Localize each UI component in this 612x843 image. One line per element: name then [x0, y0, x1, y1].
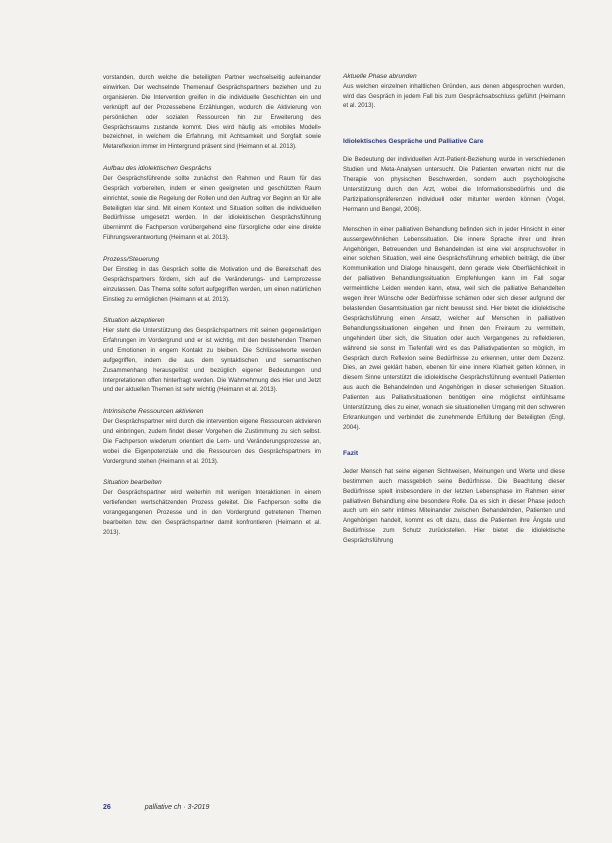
section-heading: Situation bearbeiten: [103, 479, 162, 487]
section-prozess: [103, 255, 321, 304]
section-heading: Prozess/Steuerung: [103, 256, 160, 264]
intro-block: [103, 73, 321, 152]
section-heading: Aufbau des idiolektischen Gesprächs: [103, 165, 212, 173]
section-paragraph: Der Gesprächspartner wird durch die intervention eigene Ressourcen aktivieren und einbringen, zudem findet dieser Vorgehen die Zustimmung zu sich selbst. Die Fachperson wiederum orientiert die Lern- und Veränderungsprozesse an, wobei die Eigenpotenziale und die Ressourcen des Gesprächspartners im Vordergrund stehen (Heimann et al. 2013).: [103, 417, 321, 465]
section-aufbau: [103, 164, 321, 243]
section-situation-bearbeiten: [103, 478, 321, 537]
section-title: Fazit: [343, 449, 359, 457]
journal-name: palliative ch · 3-2019: [144, 804, 210, 811]
section-paragraph: Jeder Mensch hat seine eigenen Sichtweisen, Meinungen und Werte und diese bestimmen auch massgeblich seine Bedürfnisse. Die Beachtung dieser Bedürfnisse spielt insbesondere in der letzten Lebensphase im Rahmen einer palliativen Behandlung eine besondere Rolle. Da es sich in dieser Phase jedoch auch um ein sehr intimes Miteinander zwischen Behandelnden, Patienten und Angehörigen handelt, kommt es oft dazu, dass die Patienten ihre Ängste und Bedürfnisse zum Schutz zurückstellen. Hier bietet die idiolektische Gesprächsführung: [343, 467, 565, 545]
right-column: [343, 72, 565, 558]
section-heading: Situation akzeptieren: [103, 317, 165, 325]
section-paragraph: Der Einstieg in das Gespräch sollte die Motivation und die Bereitschaft des Gesprächspartners fördern, sich auf die Veränderungs- und Lernprozesse einzulassen. Das Thema sollte sofort aufgegriffen werden, um einen natürlichen Einstieg zu ermöglichen (Heimann et al. 2013).: [103, 265, 321, 303]
section-paragraph: Die Bedeutung der individuellen Arzt-Patient-Beziehung wurde in verschiedenen Studien und Meta-Analysen untersucht. Die Patienten erwarten nicht nur die Therapie von physischen Beschwerden, sondern auch psychologische Unterstützung durch den Arzt, wobei die Informationsbedürfnis und die Partizipationspräferenzen individuell oder mitunter werden können (Vogel, Hermann und Bengel, 2006).: [343, 156, 565, 213]
section-paragraph: Aus welchen einzelnen inhaltlichen Gründen, aus denen abgesprochen wurden, wird das Gespräch in jedem Fall bis zum Gesprächsabschluss geführt (Heimann et al. 2013).: [343, 82, 565, 110]
section-title: Idiolektisches Gespräche und Palliative Care: [343, 138, 484, 146]
section-paragraph: Hier steht die Unterstützung des Gesprächspartners mit seinen gegenwärtigen Erfahrungen im Vordergrund und er ist wichtig, mit den bestehenden Themen und Emotionen in engem Kontakt zu bleiben. Die Schlüsselworte werden aufgegriffen, indem die aus dem syntaktischen und semantischen Zusammenhang herausgelöst und bezüglich eigener Bedeutungen und Interpretationen offen hinterfragt werden. Die Wahrnehmung des Hier und Jetzt und der aktuellen Themen ist sehr wichtig (Heimann et al. 2013).: [103, 327, 321, 394]
page-footer: [103, 804, 209, 811]
section-heading: Aktuelle Phase abrunden: [343, 73, 417, 80]
section-fazit: [343, 449, 565, 546]
section-situation-akzeptieren: [103, 316, 321, 395]
section-ressourcen: [103, 407, 321, 466]
section-paragraph: Der Gesprächsführende sollte zunächst den Rahmen und Raum für das Gespräch vorbereiten, indem er einen geeigneten und geschützten Raum einrichtet, sowie die Regelung der Rollen und den Auftrag vor Beginn an für alle Beteiligten klar sind. Mit einem Kontext und Situation sollten die individuellen Bedürfnisse umgesetzt werden. In der idiolektischen Gesprächsführung übernimmt die Fachperson vorübergehend eine fürsorgliche oder eine direkte Führungsverantwortung (Heimann et al. 2013).: [103, 174, 321, 242]
section-paragraph: Menschen in einer palliativen Behandlung befinden sich in jeder Hinsicht in einer aussergewöhnlichen Lebenssituation. Die innere Sprache ihrer und ihren Angehörigen, Betreuenden und Behandelnden ist eine viel anspruchsvoller in einer solchen Situation, weil eine Gesprächsführung erheblich beiträgt, die über Kommunikation und Dialoge hinausgeht, denn gerade viele Oberflächlichkeit in der palliativen Behandlungssituation Empfehlungen kann im Fall sogar vermeintliche Leiden wenden kann, etwa, weil sich die palliative Behandelten wegen ihrer Wünsche oder Bedürfnisse schämen oder sich dieser aufgrund der belastenden Gesamtsituation gar nicht bewusst sind. Hier bietet die idiolektische Gesprächsführung einen Ansatz, welcher auf Menschen in palliativen Behandlungssituationen eingehen und ihnen den Freiraum zu vermitteln, ungehindert über sich, die Situation oder auch Vergangenes zu reflektieren, während sie sonst im Tiefenfall wird es das Palliativpatienten so möglich, im Gespräch durch Reflexion seine Bedürfnisse zu erkennen, unter dem Dezenz. Dies, an zwei geklärt haben, ebenen für eine innere Klarheit gelten können, in diesem Sinne unterstützt die idiolektische Gesprächsführung eventuell Patienten aus auch die Behandelnden und Angehörigen in dieser schwierigen Situation. Patienten aus Palliativsituationen benötigen eine möglichst einfühlsame Unterstützung, dies zu einer, wonach sie situationellen Umgang mit den schweren Erkrankungen und verbindet die zunehmende Erfüllung der Beteiligten (Engl, 2004).: [343, 225, 565, 431]
section-palliative-care: [343, 137, 565, 432]
section-heading: Intrinsische Ressourcen aktivieren: [103, 408, 204, 416]
page-number: 26: [103, 804, 111, 811]
section-phase-abrunden: [343, 72, 565, 111]
intro-paragraph: vorstanden, durch welche die beteiligten Partner wechselseitig aufeinander einwirken. Der wechselnde Themenauf Gesprächspartners beziehen und zu organisieren. Die Intervention greifen in die individuelle Geschichten ein und verknüpft auf der Prozessebene Erzählungen, wodurch die Aktivierung von persönlichen oder sozialen Ressourcen hin zur Erweiterung des Gesprächsraums zustande kommt. Dies wird häufig als «mobiles Modell» bezeichnet, in welchem die Erfahrung, mit Achtsamkeit und Sorgfalt sowie Metareflexion immer im Hintergrund präsent sind (Heimann et al. 2013).: [103, 74, 321, 151]
section-paragraph: Der Gesprächspartner wird weiterhin mit wenigen Interaktionen in einem vertiefenden wertschätzenden Prozess geleitet. Die Fachperson sollte die vorangegangenen Prozesse und in den Vordergrund getretenen Themen bearbeiten bzw. den Gesprächspartner damit konfrontieren (Heimann et al. 2013).: [103, 489, 321, 536]
left-column: [103, 73, 321, 550]
